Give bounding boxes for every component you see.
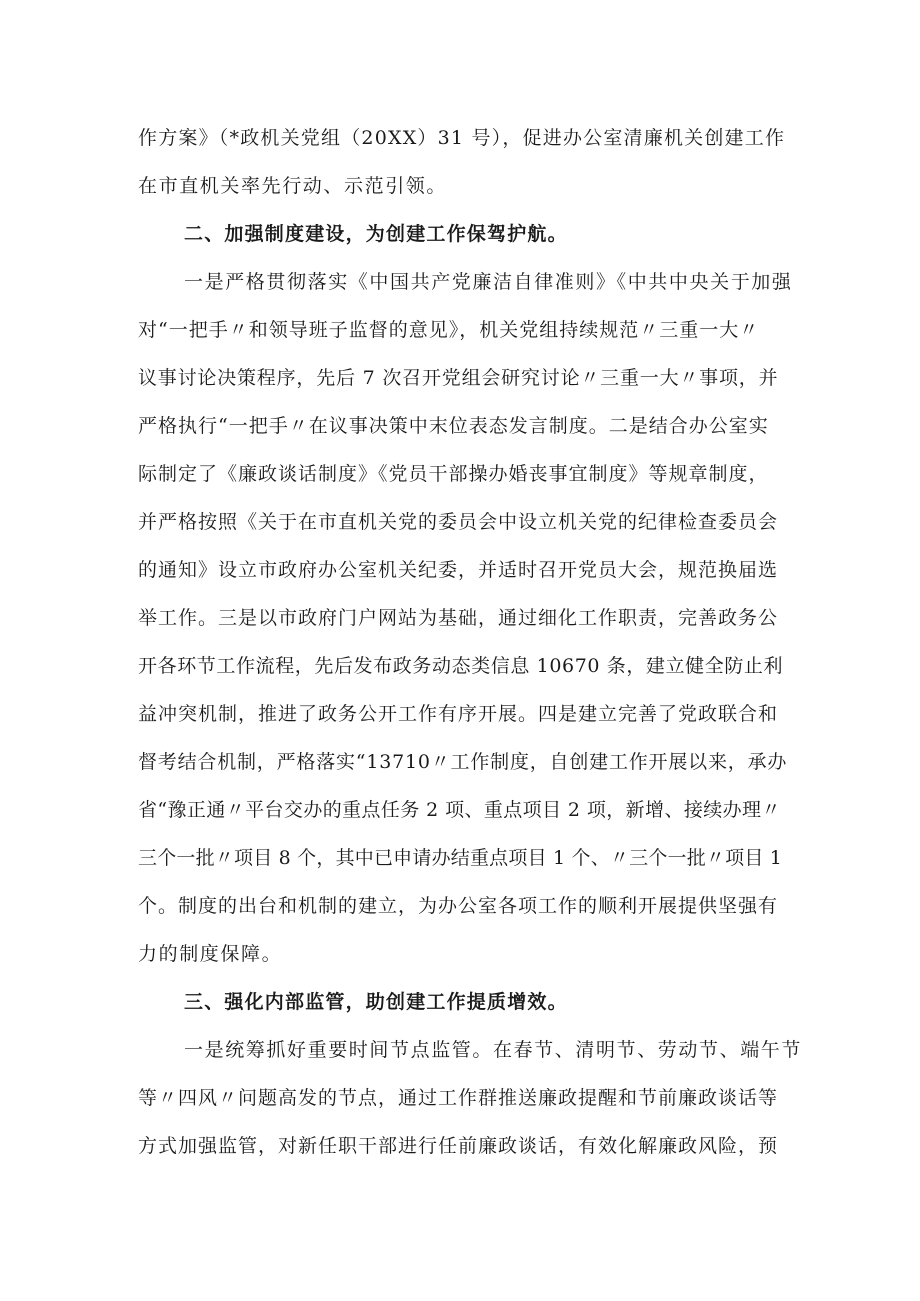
body-line: 一是严格贯彻落实《中国共产党廉洁自律准则》《中共中央关于加强 — [184, 271, 793, 293]
body-line: 的通知》设立市政府办公室机关纪委，并适时召开党员大会，规范换届选 — [138, 559, 779, 581]
body-line: 方式加强监管，对新任职干部进行任前廉政谈话，有效化解廉政风险，预 — [138, 1135, 779, 1157]
body-line: 省“豫正通〃平台交办的重点任务 2 项、重点项目 2 项，新增、接续办理〃 — [138, 799, 781, 821]
section-heading: 二、加强制度建设，为创建工作保驾护航。 — [184, 223, 568, 245]
body-line: 力的制度保障。 — [138, 943, 283, 965]
body-line: 益冲突机制，推进了政务公开工作有序开展。四是建立完善了党政联合和 — [138, 703, 779, 725]
body-line: 个。制度的出台和机制的建立，为办公室各项工作的顺利开展提供坚强有 — [138, 895, 779, 917]
body-line: 开各环节工作流程，先后发布政务动态类信息 10670 条，建立健全防止利 — [138, 655, 784, 677]
body-line: 作方案》（*政机关党组（20XX）31 号），促进办公室清廉机关创建工作 — [138, 127, 786, 149]
section-heading: 三、强化内部监管，助创建工作提质增效。 — [184, 991, 568, 1013]
body-line: 议事讨论决策程序，先后 7 次召开党组会研究讨论〃三重一大〃事项，并 — [138, 367, 779, 389]
body-line: 等〃四风〃问题高发的节点，通过工作群推送廉政提醒和节前廉政谈话等 — [138, 1087, 779, 1109]
body-line: 并严格按照《关于在市直机关党的委员会中设立机关党的纪律检查委员会 — [138, 511, 779, 533]
body-line: 督考结合机制，严格落实“13710〃工作制度，自创建工作开展以来，承办 — [138, 751, 788, 773]
body-line: 三个一批〃项目 8 个，其中已申请办结重点项目 1 个、〃三个一批〃项目 1 — [138, 847, 783, 869]
body-line: 严格执行“一把手〃在议事决策中末位表态发言制度。二是结合办公室实 — [138, 415, 769, 437]
body-line: 对“一把手〃和领导班子监督的意见》，机关党组持续规范〃三重一大〃 — [138, 319, 760, 341]
body-line: 一是统筹抓好重要时间节点监管。在春节、清明节、劳动节、端午节 — [184, 1039, 803, 1061]
body-line: 举工作。三是以市政府门户网站为基础，通过细化工作职责，完善政务公 — [138, 607, 779, 629]
body-line: 际制定了《廉政谈话制度》《党员干部操办婚丧事宜制度》等规章制度， — [138, 463, 769, 485]
body-line: 在市直机关率先行动、示范引领。 — [138, 175, 448, 197]
